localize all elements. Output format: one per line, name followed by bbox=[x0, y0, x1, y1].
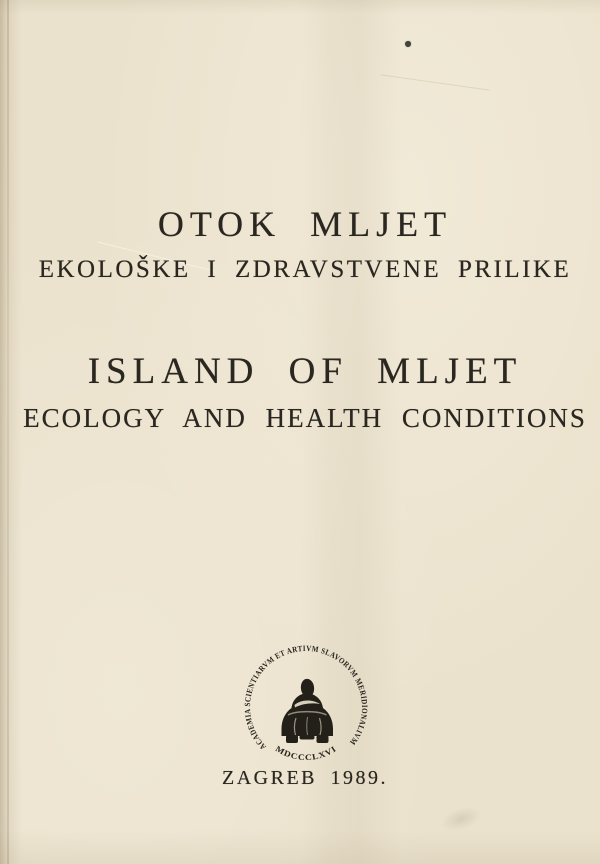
subtitle-croatian: EKOLOŠKE I ZDRAVSTVENE PRILIKE bbox=[38, 256, 572, 283]
imprint-zagreb: ZAGREB 1989. bbox=[222, 767, 388, 789]
seal-ring-text: ACADEMIA SCIENTIARVM ET ARTIVM SLAVORVM MERIDIONALIVM bbox=[242, 643, 370, 752]
subtitle-english: ECOLOGY AND HEALTH CONDITIONS bbox=[23, 403, 587, 433]
seated-figure-icon bbox=[282, 678, 334, 743]
seal-year-holder bbox=[274, 744, 338, 762]
title-english: ISLAND OF MLJET bbox=[87, 351, 523, 392]
title-croatian: OTOK MLJET bbox=[157, 204, 453, 244]
seal-year-roman: MDCCCLXVI bbox=[273, 744, 338, 763]
spine-crease bbox=[7, 0, 9, 864]
academy-seal bbox=[236, 637, 376, 777]
